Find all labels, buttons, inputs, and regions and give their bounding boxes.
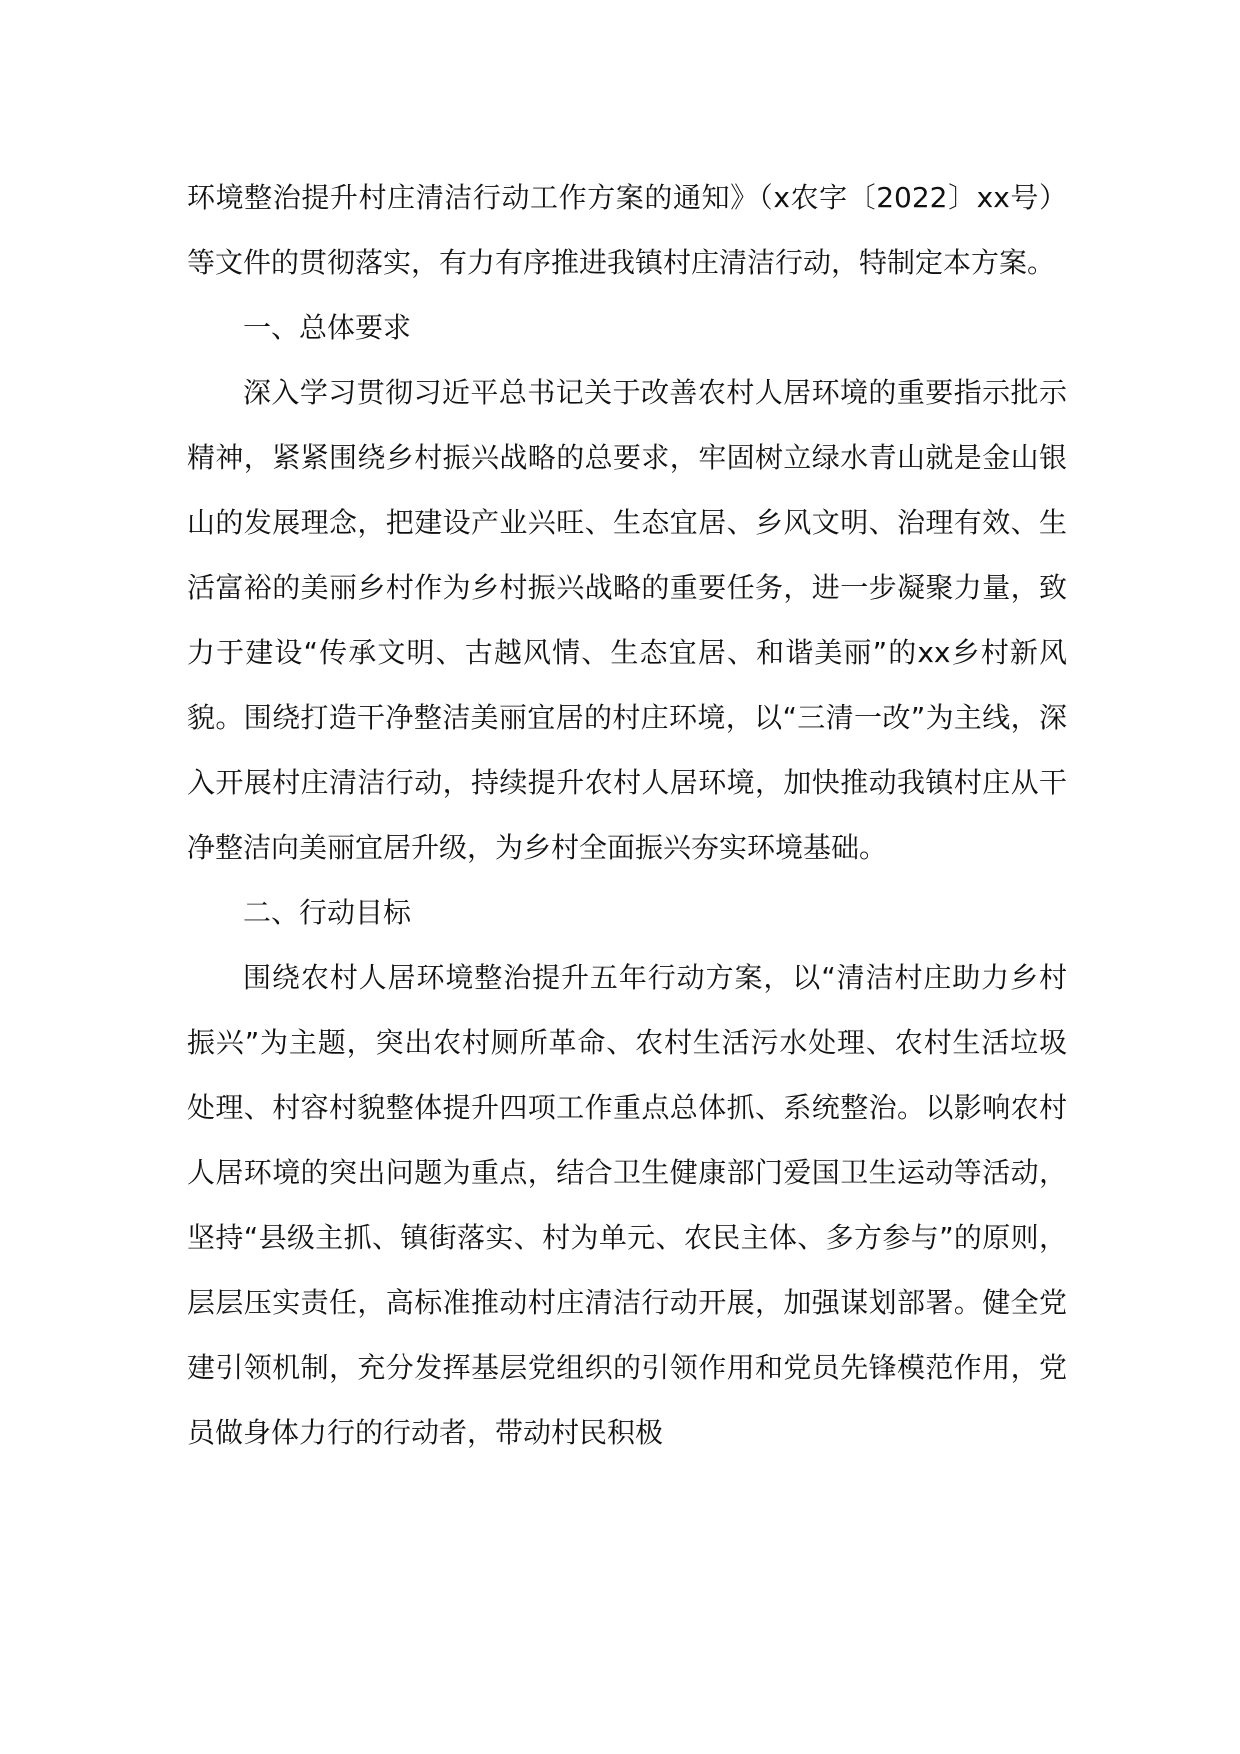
section-heading-overall-requirements: 一、总体要求 bbox=[243, 311, 412, 344]
paragraph-continuation: 环境整治提升村庄清洁行动工作方案的通知》（x农字〔2022〕xx号）等文件的贯彻落实，有力有序推进我镇村庄清洁行动，特制定本方案。 bbox=[187, 181, 1067, 279]
document-body bbox=[187, 165, 1067, 1465]
paragraph-overall-requirements: 深入学习贯彻习近平总书记关于改善农村人居环境的重要指示批示精神，紧紧围绕乡村振兴战略的总要求，牢固树立绿水青山就是金山银山的发展理念，把建设产业兴旺、生态宜居、乡风文明、治理有效、生活富裕的美丽乡村作为乡村振兴战略的重要任务，进一步凝聚力量，致力于建设“传承文明、古越风情、生态宜居、和谐美丽”的xx乡村新风貌。围绕打造干净整洁美丽宜居的村庄环境，以“三清一改”为主线，深入开展村庄清洁行动，持续提升农村人居环境，加快推动我镇村庄从干净整洁向美丽宜居升级，为乡村全面振兴夯实环境基础。 bbox=[187, 376, 1067, 864]
paragraph-action-goals: 围绕农村人居环境整治提升五年行动方案，以“清洁村庄助力乡村振兴”为主题，突出农村厕所革命、农村生活污水处理、农村生活垃圾处理、村容村貌整体提升四项工作重点总体抓、系统整治。以影响农村人居环境的突出问题为重点，结合卫生健康部门爱国卫生运动等活动，坚持“县级主抓、镇街落实、村为单元、农民主体、多方参与”的原则，层层压实责任，高标准推动村庄清洁行动开展，加强谋划部署。健全党建引领机制，充分发挥基层党组织的引领作用和党员先锋模范作用，党员做身体力行的行动者，带动村民积极 bbox=[187, 961, 1067, 1449]
section-heading-action-goals: 二、行动目标 bbox=[243, 896, 412, 929]
